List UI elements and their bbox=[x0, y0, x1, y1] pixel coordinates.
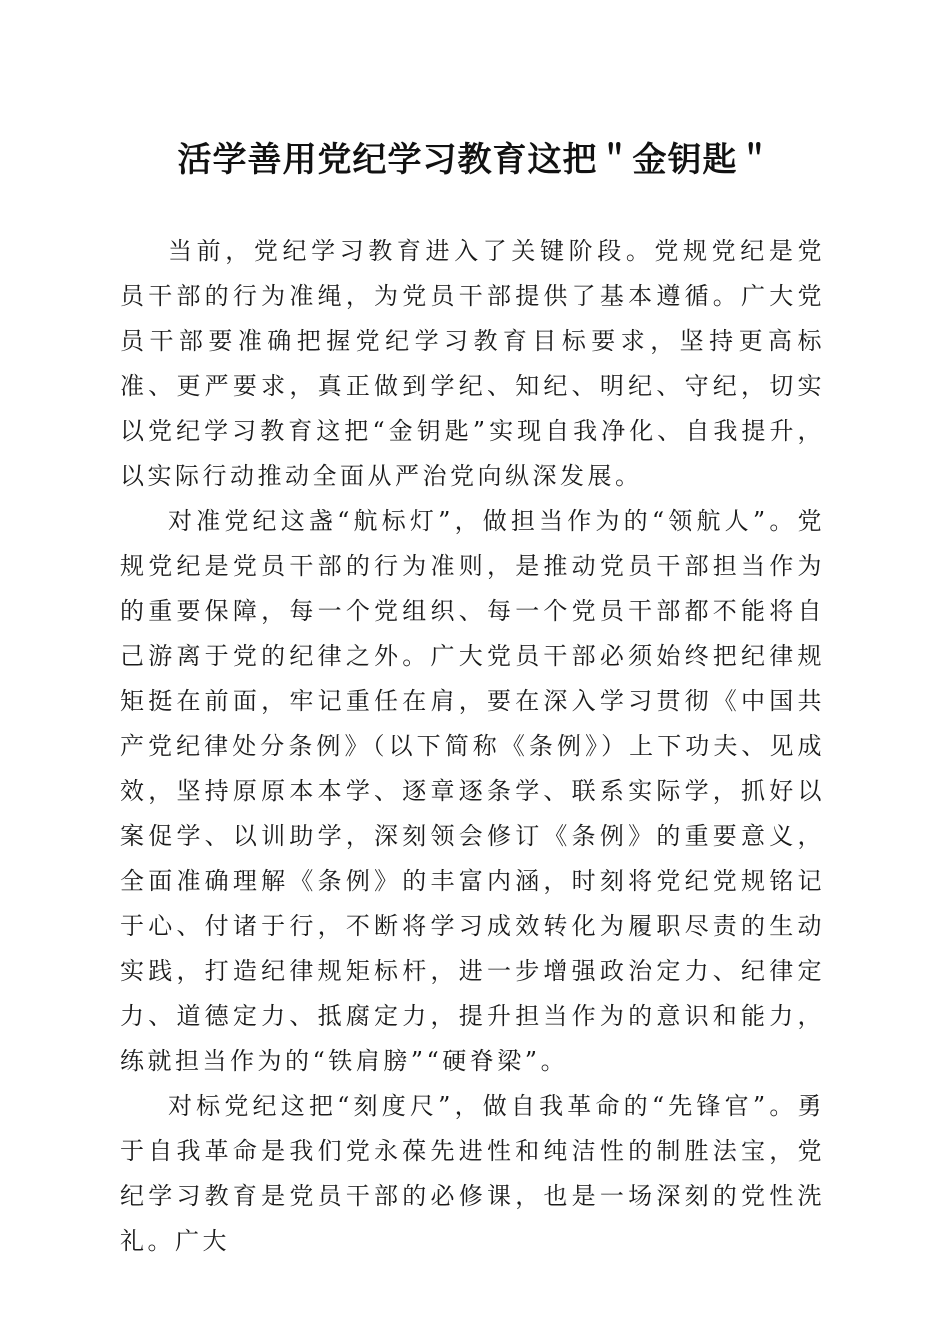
paragraph-intro: 当前，党纪学习教育进入了关键阶段。党规党纪是党员干部的行为准绳，为党员干部提供了基本遵循。广大党员干部要准确把握党纪学习教育目标要求，坚持更高标准、更严要求，真正做到学纪、知纪、明纪、守纪，切实以党纪学习教育这把“金钥匙”实现自我净化、自我提升，以实际行动推动全面从严治党向纵深发展。 bbox=[120, 237, 825, 490]
paragraph-beacon: 对准党纪这盏“航标灯”，做担当作为的“领航人”。党规党纪是党员干部的行为准则，是推动党员干部担当作为的重要保障，每一个党组织、每一个党员干部都不能将自己游离于党的纪律之外。广大党员干部必须始终把纪律规矩挺在前面，牢记重任在肩，要在深入学习贯彻《中国共产党纪律处分条例》（以下简称《条例》）上下功夫、见成效，坚持原原本本学、逐章逐条学、联系实际学，抓好以案促学、以训助学，深刻领会修订《条例》的重要意义，全面准确理解《条例》的丰富内涵，时刻将党纪党规铭记于心、付诸于行，不断将学习成效转化为履职尽责的生动实践，打造纪律规矩标杆，进一步增强政治定力、纪律定力、道德定力、抵腐定力，提升担当作为的意识和能力，练就担当作为的“铁肩膀”“硬脊梁”。 bbox=[120, 507, 825, 1075]
document-title: 活学善用党纪学习教育这把＂金钥匙＂ bbox=[177, 140, 773, 180]
document-body bbox=[120, 229, 825, 1264]
paragraph-ruler: 对标党纪这把“刻度尺”，做自我革命的“先锋官”。勇于自我革命是我们党永葆先进性和纯洁性的制胜法宝，党纪学习教育是党员干部的必修课，也是一场深刻的党性洗礼。广大 bbox=[120, 1092, 825, 1255]
